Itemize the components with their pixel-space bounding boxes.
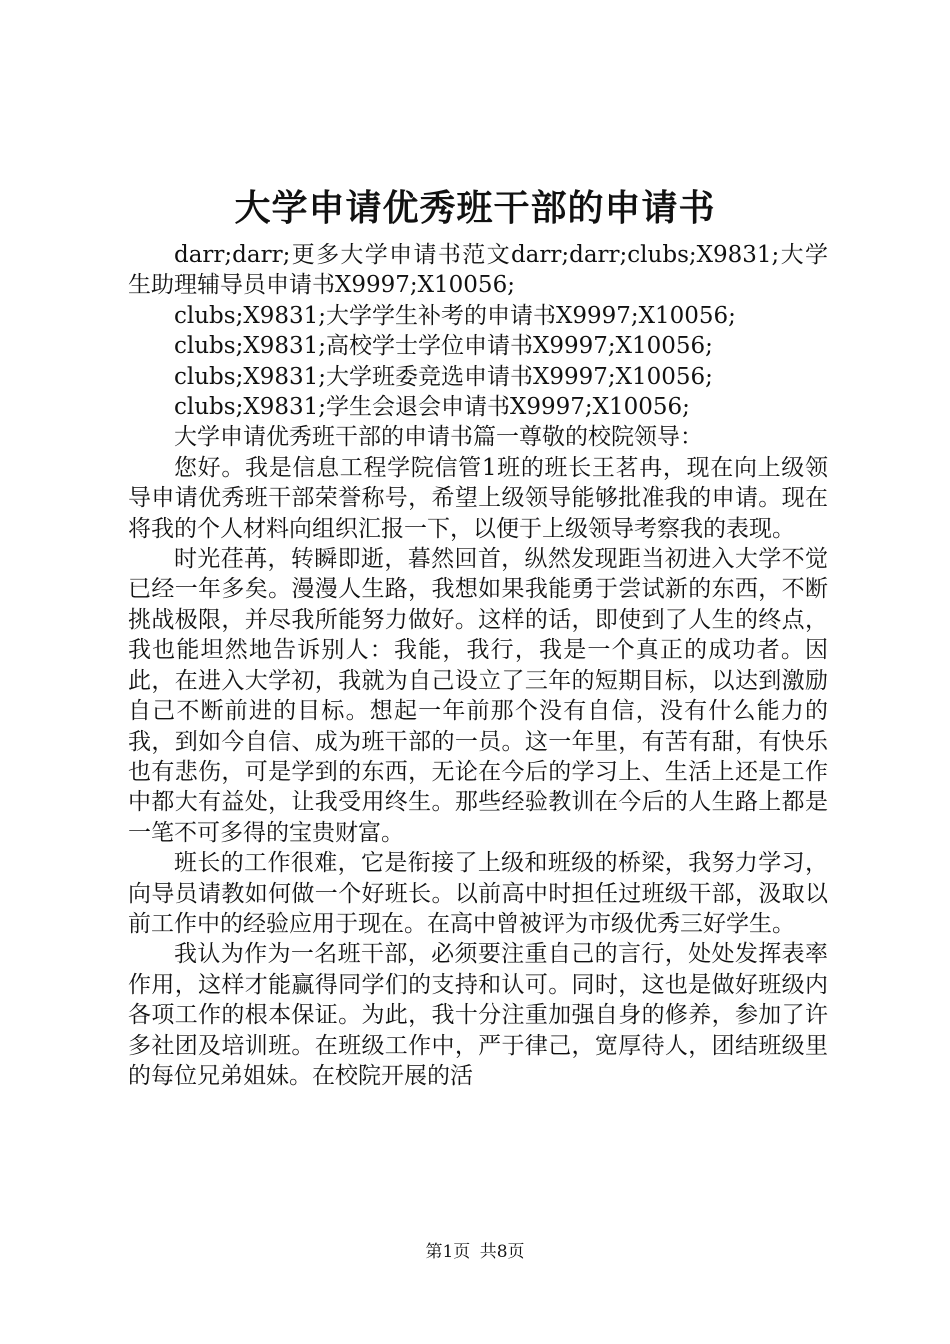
paragraph-role-model: 我认为作为一名班干部，必须要注重自己的言行，处处发挥表率作用，这样才能赢得同学们的支持和认可。同时，这也是做好班级内各项工作的根本保证。为此，我十分注重加强自身的修养，参加了许多社团及培训班。在班级工作中，严于律己，宽厚待人，团结班级里的每位兄弟姐妹。在校院开展的活 bbox=[128, 941, 828, 1089]
document-title: 大学申请优秀班干部的申请书 bbox=[234, 187, 716, 229]
page-footer bbox=[0, 1241, 950, 1263]
paragraph-salutation: 大学申请优秀班干部的申请书篇一尊敬的校院领导： bbox=[174, 424, 703, 451]
paragraph-link-makeup-exam: clubs;X9831;大学学生补考的申请书X9997;X10056; bbox=[174, 302, 736, 329]
page-number: 第1页 bbox=[425, 1242, 471, 1262]
paragraph-reflection: 时光荏苒，转瞬即逝，暮然回首，纵然发现距当初进入大学不觉已经一年多矣。漫漫人生路，我想如果我能勇于尝试新的东西，不断挑战极限，并尽我所能努力做好。这样的话，即使到了人生的终点，我也能坦然地告诉别人：我能，我行，我是一个真正的成功者。因此，在进入大学初，我就为自己设立了三年的短期目标，以达到激励自己不断前进的目标。想起一年前那个没有自信，没有什么能力的我，到如今自信、成为班干部的一员。这一年里，有苦有甜，有快乐也有悲伤，可是学到的东西，无论在今后的学习上、生活上还是工作中都大有益处，让我受用终生。那些经验教训在今后的人生路上都是一笔不可多得的宝贵财富。 bbox=[128, 546, 828, 846]
paragraph-link-degree: clubs;X9831;高校学士学位申请书X9997;X10056; bbox=[174, 333, 713, 360]
paragraph-link-class-committee: clubs;X9831;大学班委竞选申请书X9997;X10056; bbox=[174, 363, 713, 390]
document-body bbox=[128, 240, 828, 1091]
paragraph-more-links: darr;darr;更多大学申请书范文darr;darr;clubs;X9831;大学生助理辅导员申请书X9997;X10056; bbox=[128, 242, 828, 299]
page-total: 共8页 bbox=[479, 1242, 525, 1262]
paragraph-link-student-union: clubs;X9831;学生会退会申请书X9997;X10056; bbox=[174, 394, 690, 421]
paragraph-monitor-work: 班长的工作很难，它是衔接了上级和班级的桥梁，我努力学习，向导员请教如何做一个好班长。以前高中时担任过班级干部，汲取以前工作中的经验应用于现在。在高中曾被评为市级优秀三好学生。 bbox=[128, 850, 828, 937]
paragraph-greeting: 您好。我是信息工程学院信管1班的班长王茗冉，现在向上级领导申请优秀班干部荣誉称号，希望上级领导能够批准我的申请。现在将我的个人材料向组织汇报一下，以便于上级领导考察我的表现。 bbox=[128, 454, 828, 542]
